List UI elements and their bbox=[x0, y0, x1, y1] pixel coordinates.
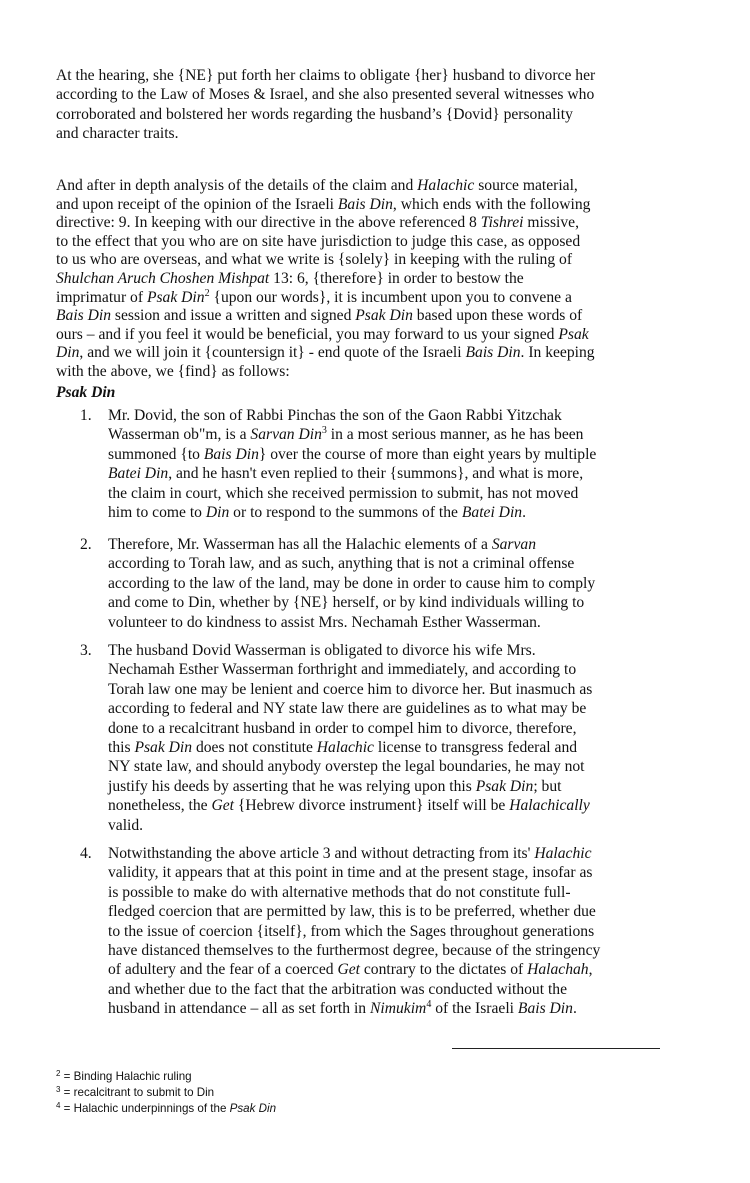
text-run: Din bbox=[56, 344, 80, 362]
list-number: 2. bbox=[80, 536, 92, 553]
text-run: corroborated and bolstered her words regarding the husband’s {Dovid} personality bbox=[56, 105, 573, 123]
text-run: Get bbox=[211, 797, 235, 815]
text-run: Halachic bbox=[417, 177, 475, 194]
list-item-text bbox=[108, 641, 592, 835]
text-run: 13: 6, {therefore} in order to bestow the bbox=[269, 269, 524, 287]
list-item-text bbox=[108, 535, 595, 632]
text-run: = recalcitrant to submit to Din bbox=[60, 1086, 215, 1099]
text-run: Wasserman ob"m, is a bbox=[108, 426, 251, 444]
text-run: Psak Din bbox=[355, 307, 413, 325]
list-number: 4. bbox=[80, 845, 92, 862]
text-run: and whether due to the fact that the arbitration was conducted without the bbox=[108, 980, 567, 998]
text-line bbox=[108, 445, 596, 464]
text-run: Psak Din bbox=[134, 738, 193, 756]
footnote-ref: 3 bbox=[321, 425, 327, 437]
list-number: 1. bbox=[80, 407, 92, 424]
paragraph-hearing bbox=[56, 66, 676, 144]
text-line bbox=[108, 757, 592, 776]
text-run: Therefore, Mr. Wasserman has all the Halachic elements of a bbox=[108, 536, 492, 553]
text-run: . bbox=[572, 1000, 577, 1018]
footnote-3 bbox=[56, 1085, 214, 1101]
text-run: Batei Din bbox=[461, 503, 523, 521]
text-run: validity, it appears that at this point in time and at the present stage, insofar as bbox=[108, 864, 593, 882]
text-run: Mr. Dovid, the son of Rabbi Pinchas the son of the Gaon Rabbi Yitzchak bbox=[108, 407, 562, 424]
text-line bbox=[108, 738, 592, 757]
text-run: and come to Din, whether by {NE} herself, or by kind individuals willing to bbox=[108, 594, 585, 612]
text-line bbox=[56, 85, 676, 104]
text-run: justify his deeds by asserting that he was relying upon this bbox=[108, 777, 476, 795]
text-line bbox=[108, 484, 596, 503]
text-run: } over the course of more than eight years by multiple bbox=[258, 445, 597, 463]
text-run: husband in attendance – all as set forth in bbox=[108, 1000, 370, 1018]
text-run: summoned {to bbox=[108, 445, 204, 463]
text-run: Bais Din bbox=[203, 445, 259, 463]
text-line bbox=[108, 641, 592, 660]
text-run: Psak Din bbox=[229, 1102, 277, 1115]
text-line bbox=[108, 574, 595, 593]
text-line bbox=[108, 535, 595, 554]
text-run: this bbox=[108, 738, 135, 756]
text-run: have distanced themselves to the furthermost degree, because of the stringency bbox=[108, 941, 601, 959]
text-line bbox=[56, 251, 676, 270]
text-run: license to transgress federal and bbox=[373, 738, 578, 756]
text-run: Halachically bbox=[509, 797, 590, 815]
text-run: of the Israeli bbox=[431, 1000, 518, 1018]
text-line bbox=[108, 999, 600, 1018]
text-run: to the effect that you who are on site have jurisdiction to judge this case, as opposed bbox=[56, 232, 581, 250]
text-line bbox=[56, 233, 676, 252]
list-item-text bbox=[108, 844, 600, 1019]
footnote-ref: 4 bbox=[56, 1101, 61, 1110]
text-run: source material, bbox=[474, 177, 578, 194]
text-run: At the hearing, she {NE} put forth her claims to obligate {her} husband to divorce her bbox=[56, 67, 596, 84]
text-run: is possible to make do with alternative methods that do not constitute full- bbox=[108, 883, 571, 901]
text-run: ; but bbox=[533, 777, 562, 795]
text-run: to the issue of coercion {itself}, from which the Sages throughout generations bbox=[108, 922, 595, 940]
text-line bbox=[108, 699, 592, 718]
text-run: of adultery and the fear of a coerced bbox=[108, 961, 338, 979]
text-run: volunteer to do kindness to assist Mrs. Nechamah Esther Wasserman. bbox=[108, 613, 541, 631]
text-line bbox=[56, 270, 676, 289]
footnote-ref: 3 bbox=[56, 1085, 61, 1094]
text-run: Bais Din bbox=[56, 307, 112, 325]
footnote-separator bbox=[452, 1048, 660, 1049]
text-run: done to a recalcitrant husband in order to compel him to divorce, therefore, bbox=[108, 719, 577, 737]
text-run: according to federal and NY state law there are guidelines as to what may be bbox=[108, 700, 587, 718]
text-run: Sarvan bbox=[491, 536, 536, 553]
text-run: . In keeping bbox=[520, 344, 595, 362]
text-run: And after in depth analysis of the details of the claim and bbox=[56, 177, 418, 194]
text-line bbox=[56, 307, 676, 326]
text-line bbox=[108, 593, 595, 612]
text-run: does not constitute bbox=[192, 738, 317, 756]
text-line bbox=[56, 105, 676, 124]
text-line bbox=[108, 902, 600, 921]
text-line bbox=[56, 196, 676, 215]
text-run: him to come to bbox=[108, 503, 206, 521]
text-line bbox=[56, 214, 676, 233]
text-run: Psak bbox=[558, 325, 589, 343]
footnote-ref: 4 bbox=[426, 999, 432, 1011]
text-line bbox=[108, 796, 592, 815]
text-run: = Binding Halachic ruling bbox=[60, 1070, 192, 1083]
text-run: contrary to the dictates of bbox=[359, 961, 528, 979]
text-line bbox=[108, 960, 600, 979]
text-run: missive, bbox=[523, 214, 579, 232]
text-run: Batei Din bbox=[108, 465, 169, 483]
text-line bbox=[108, 613, 595, 632]
text-run: in a most serious manner, as he has been bbox=[326, 426, 584, 444]
footnote-4 bbox=[56, 1101, 276, 1117]
text-run: {upon our words}, it is incumbent upon you to convene a bbox=[209, 288, 572, 306]
paragraph-analysis bbox=[56, 177, 676, 382]
text-run: Bais Din bbox=[465, 344, 521, 362]
text-line bbox=[108, 464, 596, 483]
text-run: according to the Law of Moses & Israel, and she also presented several witnesses who bbox=[56, 86, 595, 104]
text-line bbox=[56, 66, 676, 85]
text-run: Psak Din bbox=[146, 288, 205, 306]
list-number: 3. bbox=[80, 642, 92, 659]
text-run: to us who are overseas, and what we write is {solely} in keeping with the ruling of bbox=[56, 251, 573, 269]
text-run: Sarvan Din bbox=[250, 426, 322, 444]
text-run: , bbox=[588, 961, 593, 979]
text-line bbox=[108, 863, 600, 882]
text-run: nonetheless, the bbox=[108, 797, 212, 815]
text-run: directive: 9. In keeping with our directive in the above referenced 8 bbox=[56, 214, 481, 232]
text-run: Bais Din bbox=[337, 195, 393, 213]
text-run: the claim in court, which she received permission to submit, has not moved bbox=[108, 484, 579, 502]
text-line bbox=[56, 344, 676, 363]
text-run: The husband Dovid Wasserman is obligated to divorce his wife Mrs. bbox=[108, 642, 536, 659]
text-line bbox=[108, 816, 592, 835]
text-line bbox=[108, 719, 592, 738]
text-line bbox=[108, 406, 596, 425]
text-line bbox=[56, 289, 676, 308]
footnote-ref: 2 bbox=[56, 1069, 61, 1078]
text-run: according to Torah law, and as such, anything that is not a criminal offense bbox=[108, 555, 575, 573]
text-run: {Hebrew divorce instrument} itself will be bbox=[234, 797, 510, 815]
list-item-text bbox=[108, 406, 596, 522]
text-run: Bais Din bbox=[517, 1000, 573, 1018]
text-run: and upon receipt of the opinion of the Israeli bbox=[56, 195, 338, 213]
text-run: = Halachic underpinnings of the bbox=[60, 1102, 230, 1115]
text-line bbox=[56, 363, 676, 382]
section-heading: Psak Din bbox=[56, 384, 116, 401]
text-run: , and he hasn't even replied to their {summons}, and what is more, bbox=[168, 465, 584, 483]
text-line bbox=[56, 124, 676, 143]
text-run: imprimatur of bbox=[56, 288, 147, 306]
footnote-2 bbox=[56, 1069, 192, 1085]
text-run: or to respond to the summons of the bbox=[229, 503, 462, 521]
text-run: fledged coercion that are permitted by law, this is to be preferred, whether due bbox=[108, 903, 596, 921]
text-run: Nimukim bbox=[370, 1000, 427, 1018]
text-line bbox=[56, 326, 676, 345]
text-run: Nechamah Esther Wasserman forthright and immediately, and according to bbox=[108, 661, 577, 679]
text-run: . bbox=[522, 503, 526, 521]
text-run: Din bbox=[205, 503, 230, 521]
text-run: NY state law, and should anybody overstep the legal boundaries, he may not bbox=[108, 758, 585, 776]
text-line bbox=[108, 503, 596, 522]
text-run: based upon these words of bbox=[412, 307, 583, 325]
text-run: Halachah bbox=[527, 961, 589, 979]
text-run: with the above, we {find} as follows: bbox=[56, 362, 290, 380]
text-line bbox=[108, 680, 592, 699]
text-line bbox=[108, 980, 600, 999]
text-run: Tishrei bbox=[480, 214, 524, 232]
text-run: , and we will join it {countersign it} - end quote of the Israeli bbox=[79, 344, 466, 362]
text-line bbox=[108, 844, 600, 863]
text-run: and character traits. bbox=[56, 125, 179, 143]
text-line bbox=[108, 883, 600, 902]
text-run: , which ends with the following bbox=[392, 195, 591, 213]
text-run: ours – and if you feel it would be beneficial, you may forward to us your signed bbox=[56, 325, 559, 343]
text-line bbox=[108, 941, 600, 960]
text-run: Halachic bbox=[534, 845, 592, 862]
text-run: session and issue a written and signed bbox=[111, 307, 356, 325]
text-line bbox=[108, 660, 592, 679]
text-run: Torah law one may be lenient and coerce him to divorce her. But inasmuch as bbox=[108, 680, 593, 698]
text-line bbox=[108, 922, 600, 941]
text-run: Get bbox=[337, 961, 360, 979]
text-line bbox=[108, 554, 595, 573]
text-run: Psak Din bbox=[475, 777, 534, 795]
text-line bbox=[56, 177, 676, 196]
text-run: according to the law of the land, may be done in order to cause him to comply bbox=[108, 574, 596, 592]
text-run: valid. bbox=[108, 816, 144, 834]
text-run: Notwithstanding the above article 3 and without detracting from its' bbox=[108, 845, 535, 862]
text-run: Halachic bbox=[316, 738, 374, 756]
footnote-ref: 2 bbox=[204, 287, 210, 299]
text-line bbox=[108, 425, 596, 444]
text-run: Shulchan Aruch Choshen Mishpat bbox=[56, 269, 270, 287]
text-line bbox=[108, 777, 592, 796]
